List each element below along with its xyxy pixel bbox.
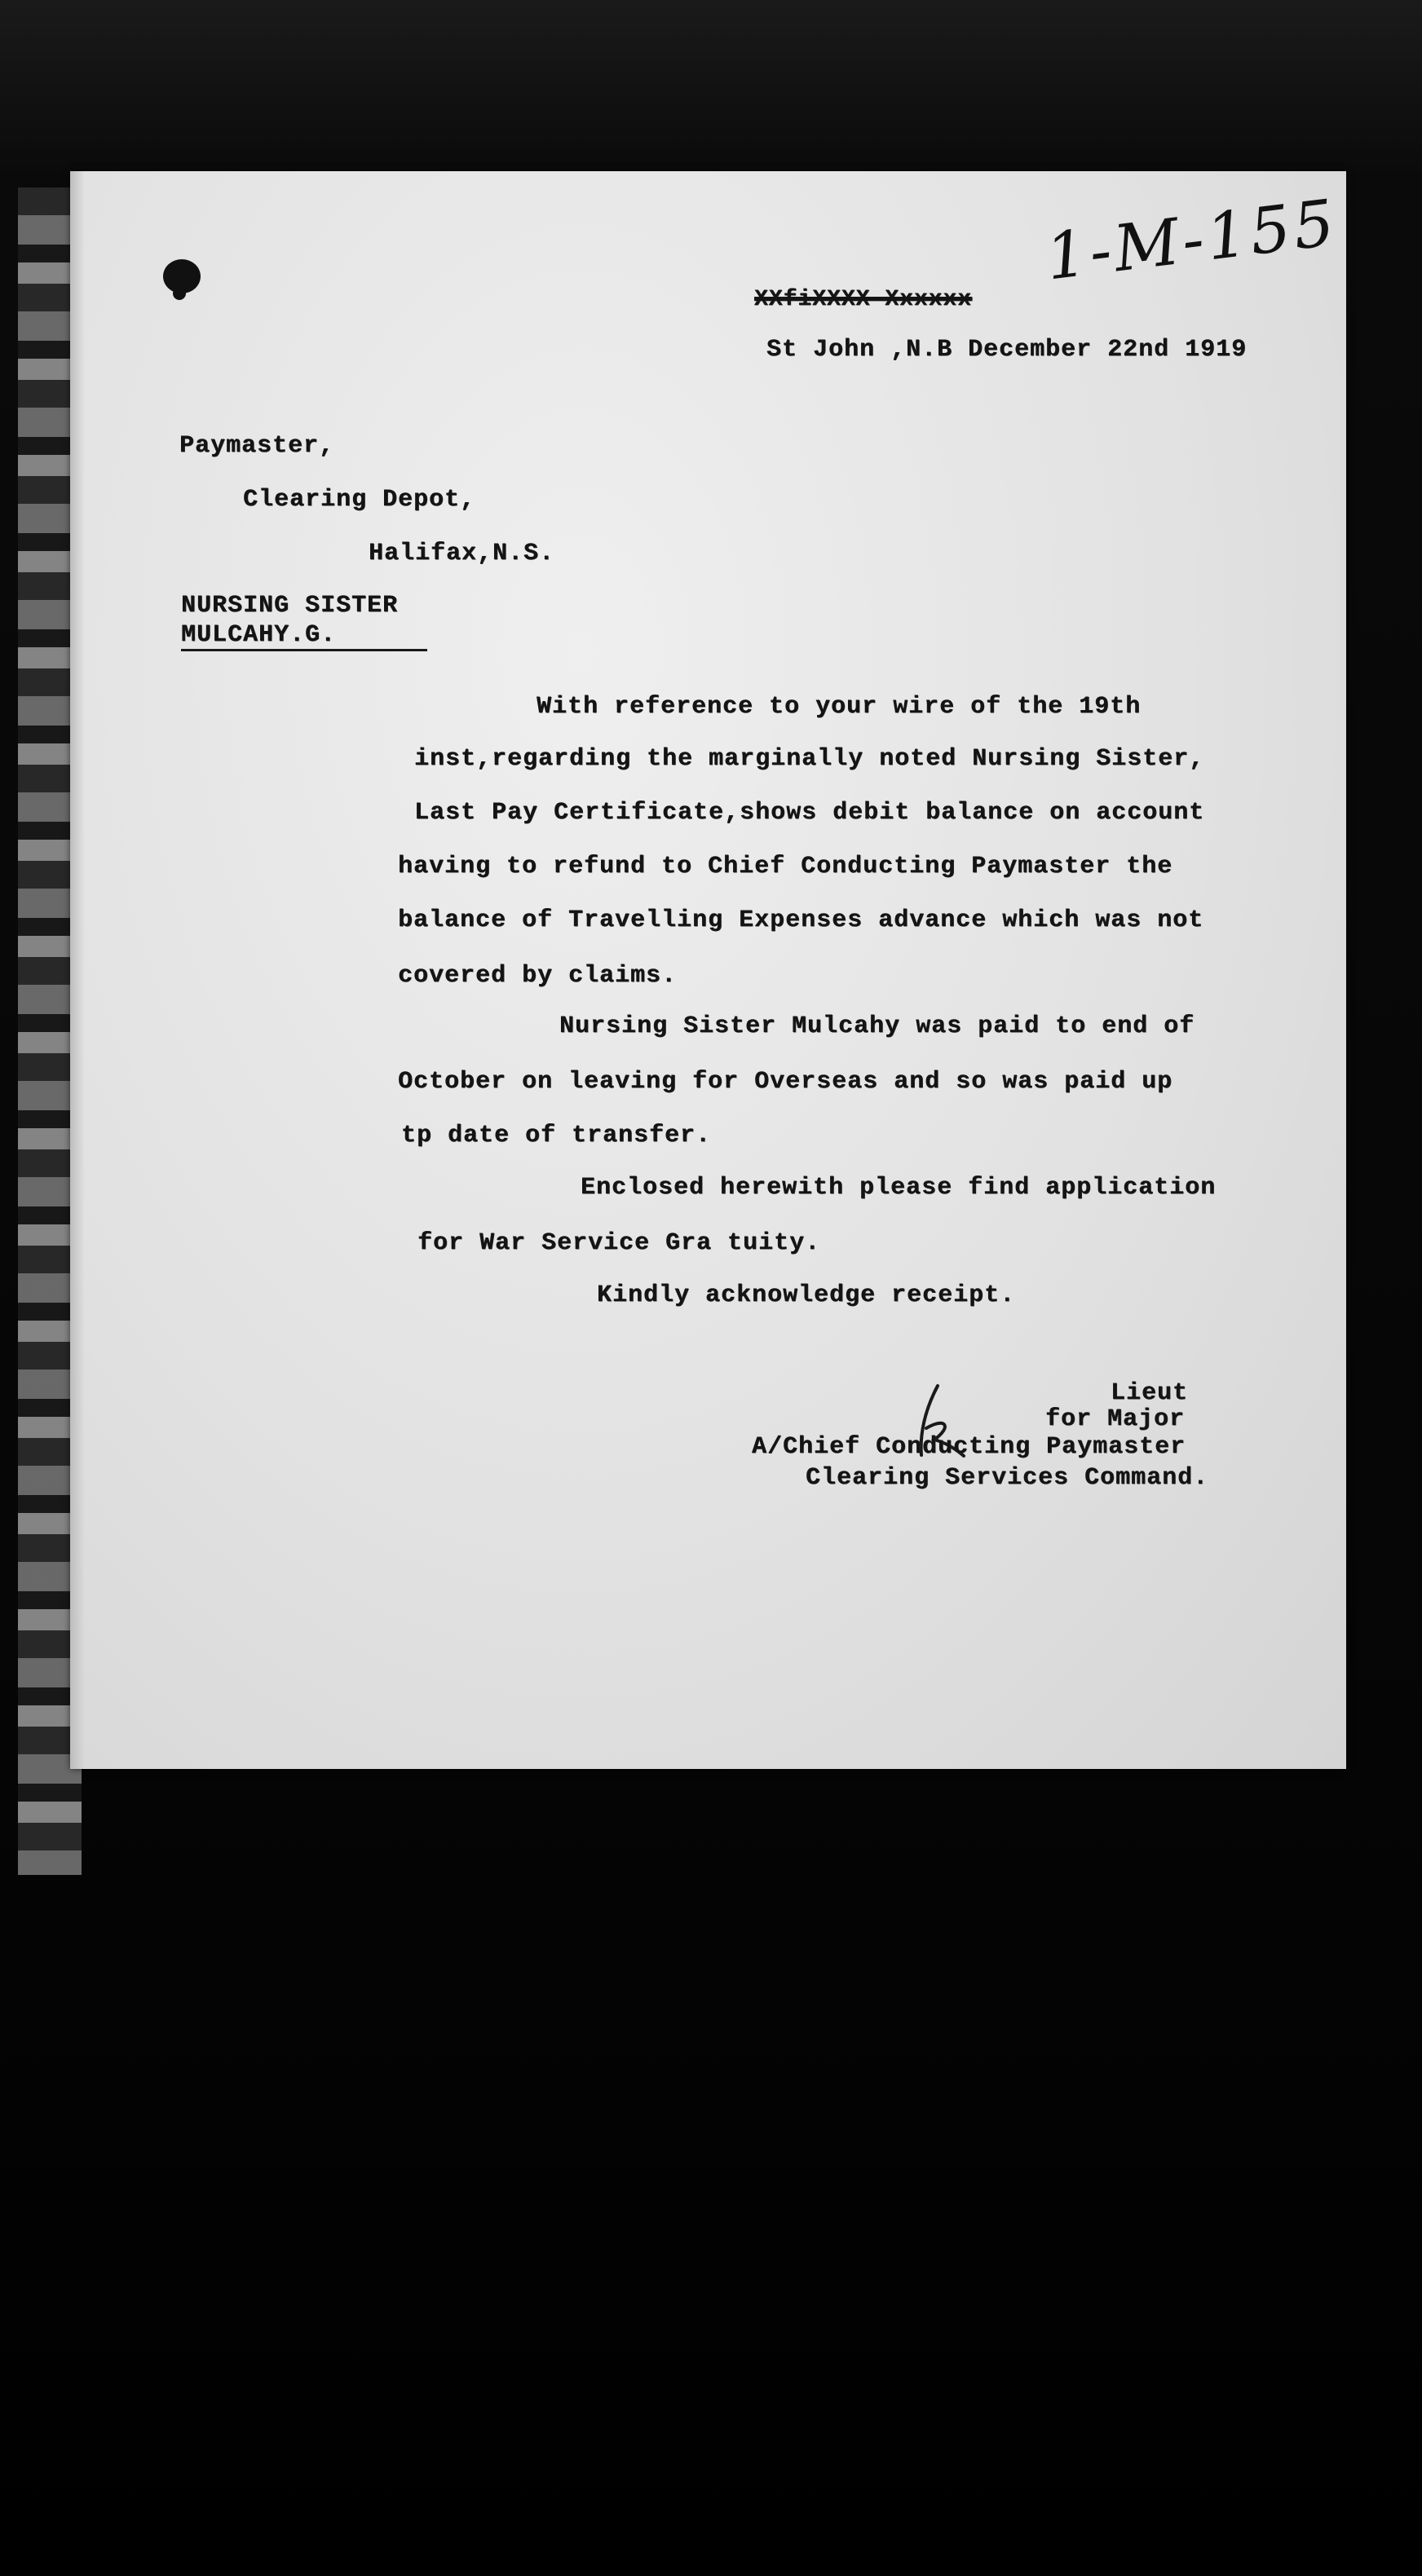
signature-for-line: for Major xyxy=(1045,1405,1186,1433)
addressee-line-2: Clearing Depot, xyxy=(243,486,476,514)
body-paragraph-3-line-2: for War Service Gra tuity. xyxy=(417,1229,821,1257)
body-paragraph-3-line-1: Enclosed herewith please find application xyxy=(581,1174,1217,1202)
body-paragraph-1-line-4: having to refund to Chief Conducting Paymaster the xyxy=(398,853,1173,880)
signature-title-line-1: A/Chief Conducting Paymaster xyxy=(752,1433,1186,1461)
body-paragraph-1-line-2: inst,regarding the marginally noted Nursing Sister, xyxy=(414,745,1205,773)
signature-rank: Lieut xyxy=(1111,1379,1189,1407)
archive-reference-annotation: 1-M-155 xyxy=(1041,186,1342,295)
body-paragraph-1-line-3: Last Pay Certificate,shows debit balance on account xyxy=(414,799,1205,827)
marginal-note-line-1: NURSING SISTER xyxy=(181,592,399,620)
marginal-note-line-2: MULCAHY.G. xyxy=(181,621,337,649)
addressee-line-3: Halifax,N.S. xyxy=(369,540,555,567)
marginal-note-underline xyxy=(181,649,427,651)
signature-title-line-2: Clearing Services Command. xyxy=(806,1464,1209,1492)
body-paragraph-1-line-5: balance of Travelling Expenses advance which was not xyxy=(398,906,1204,934)
ink-blot-tail xyxy=(173,287,186,300)
body-paragraph-2-line-3: tp date of transfer. xyxy=(401,1122,712,1149)
body-paragraph-1-line-1: With reference to your wire of the 19th xyxy=(537,693,1142,721)
place-and-date: St John ,N.B December 22nd 1919 xyxy=(766,336,1248,364)
body-paragraph-4-line-1: Kindly acknowledge receipt. xyxy=(597,1281,1016,1309)
struck-header-text: XXfiXXXX Xxxxxx xyxy=(754,287,973,312)
body-paragraph-2-line-2: October on leaving for Overseas and so was paid up xyxy=(398,1068,1173,1096)
body-paragraph-2-line-1: Nursing Sister Mulcahy was paid to end of xyxy=(559,1012,1195,1040)
page-edge-shadow xyxy=(70,171,85,1769)
addressee-line-1: Paymaster, xyxy=(179,432,335,460)
letter-page xyxy=(70,171,1346,1769)
body-paragraph-1-line-6: covered by claims. xyxy=(398,962,678,990)
